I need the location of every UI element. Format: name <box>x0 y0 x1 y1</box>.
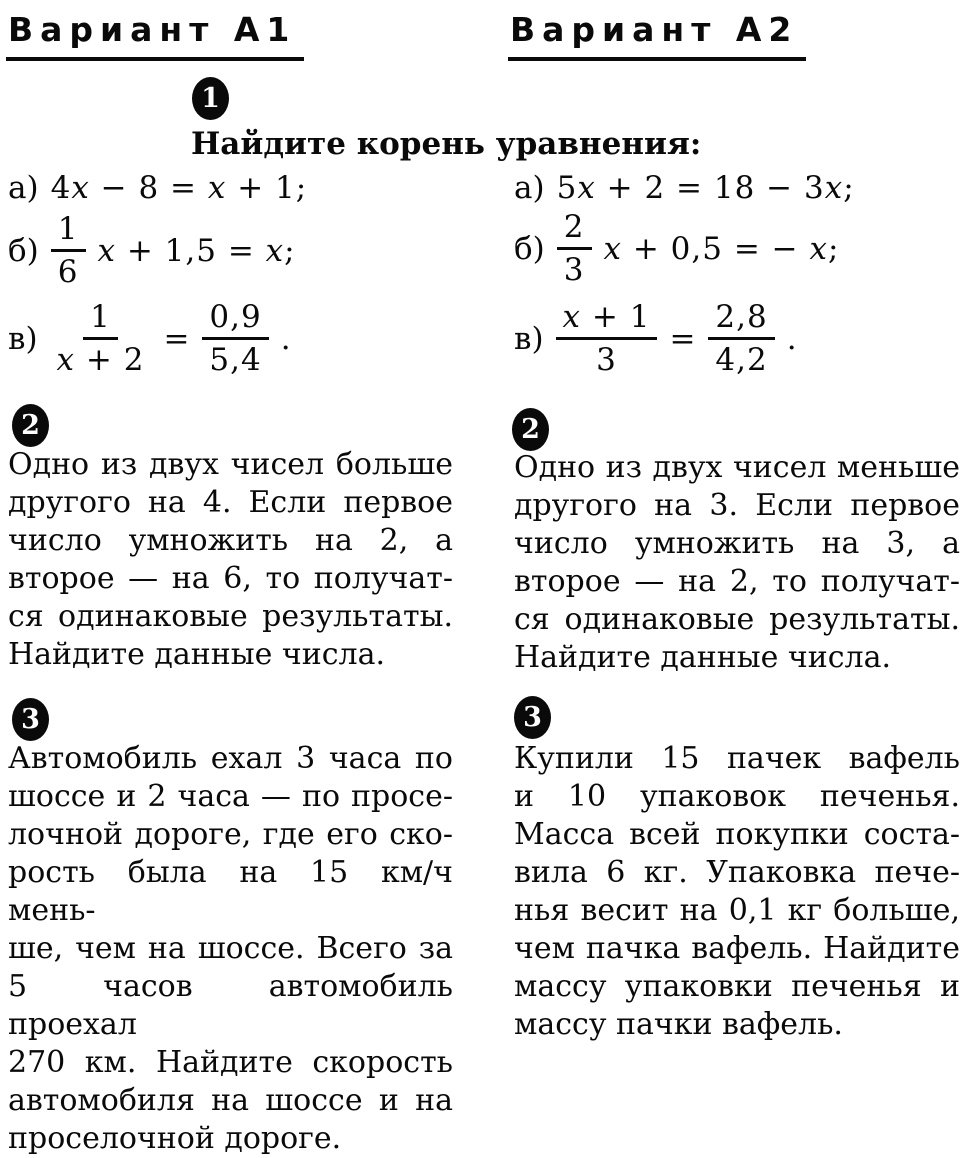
text-line: Найдите данные числа. <box>514 640 892 675</box>
text-line: автомобиля на шоссе и на <box>8 1083 453 1118</box>
fraction <box>50 300 152 377</box>
text-line: ше, чем на шоссе. Всего за <box>8 931 453 966</box>
text-line: ся одинаковые результаты. <box>8 599 453 634</box>
text-line: ся одинаковые результаты. <box>514 602 960 637</box>
variant-a1-title: Вариант А1 <box>8 10 297 49</box>
text-line: вила 6 кг. Упаковка пече- <box>514 855 960 890</box>
equals-sign: = <box>669 320 697 357</box>
fraction-numerator: 1 <box>83 300 118 340</box>
fraction <box>556 300 658 377</box>
fraction-denominator: 3 <box>563 252 585 288</box>
equation-label: в) <box>514 320 544 357</box>
equals-sign: = <box>163 320 191 357</box>
problem-3-badge-a2 <box>514 696 551 739</box>
text-line: 270 км. Найдите скорость <box>8 1045 453 1080</box>
problem-1-badge <box>192 77 229 120</box>
text-line: другого на 3. Если первое <box>514 488 960 523</box>
variant-a1-header <box>6 10 304 61</box>
problem-2-number: 2 <box>21 410 40 441</box>
problem-3-text-a2 <box>514 740 960 1044</box>
fraction-denominator: x + 2 <box>56 342 145 378</box>
equation-expression: 4x − 8 = x + 1; <box>50 170 308 206</box>
text-line: рость была на 15 км/ч мень- <box>8 855 453 928</box>
problem-2-badge-a2 <box>512 408 549 451</box>
variant-a2-title: Вариант А2 <box>510 10 799 49</box>
text-line: число умножить на 2, а <box>8 523 453 558</box>
text-line: чем пачка вафель. Найдите <box>514 931 960 966</box>
equation-label: б) <box>8 232 39 269</box>
fraction-numerator: 2 <box>557 210 592 250</box>
text-line: лочной дороге, где его ско- <box>8 817 453 852</box>
variant-a2-header <box>508 10 806 61</box>
text-line: Масса всей покупки соста- <box>514 817 960 852</box>
fraction <box>51 212 86 289</box>
equation-expression: x + 1,5 = x; <box>97 232 296 269</box>
text-line: Купили 15 пачек вафель <box>514 741 960 776</box>
fraction <box>708 300 774 377</box>
equation-label: в) <box>8 320 38 357</box>
problem-3-number: 3 <box>21 704 40 735</box>
equation-label: б) <box>514 230 545 267</box>
period: . <box>280 320 292 357</box>
equation-label: а) <box>8 170 39 206</box>
equation-expression: 5x + 2 = 18 − 3x; <box>556 170 855 206</box>
fraction-denominator: 5,4 <box>209 342 262 378</box>
fraction-denominator: 3 <box>596 342 617 378</box>
text-line: второе — на 6, то получат- <box>8 561 453 596</box>
problem-2-text-a2 <box>514 449 960 677</box>
problem-2-badge-a1 <box>12 404 49 447</box>
text-line: и 10 упаковок печенья. <box>514 779 960 814</box>
equation-a1-b <box>8 212 296 289</box>
problem-3-badge-a1 <box>12 698 49 741</box>
equation-a1-c <box>8 300 292 377</box>
text-line: проселочной дороге. <box>8 1121 342 1156</box>
text-line: Одно из двух чисел меньше <box>514 450 960 485</box>
equation-a2-c <box>514 300 798 377</box>
fraction-denominator: 4,2 <box>715 342 768 378</box>
text-line: Автомобиль ехал 3 часа по <box>8 741 453 776</box>
text-line: массу пачки вафель. <box>514 1007 843 1042</box>
fraction-numerator: 1 <box>51 212 86 252</box>
text-line: массу упаковки печенья и <box>514 969 960 1004</box>
problem-3-number: 3 <box>523 702 542 733</box>
problem-2-text-a1 <box>8 446 453 674</box>
text-line: число умножить на 3, а <box>514 526 960 561</box>
text-line: нья весит на 0,1 кг больше, <box>514 893 960 928</box>
text-line: другого на 4. Если первое <box>8 485 453 520</box>
text-line: шоссе и 2 часа — по просе- <box>8 779 453 814</box>
equation-label: а) <box>514 170 545 206</box>
fraction-numerator: 0,9 <box>202 300 268 340</box>
text-line: второе — на 2, то получат- <box>514 564 960 599</box>
problem-2-number: 2 <box>521 414 540 445</box>
equation-a2-a <box>514 170 855 206</box>
equation-expression: x + 0,5 = − x; <box>603 230 840 267</box>
problem-1-heading: Найдите корень уравнения: <box>191 126 702 162</box>
problem-1-number: 1 <box>201 83 220 114</box>
fraction-numerator: x + 1 <box>556 300 658 340</box>
fraction-denominator: 6 <box>57 254 79 290</box>
fraction-numerator: 2,8 <box>708 300 774 340</box>
equation-a2-b <box>514 210 839 287</box>
equation-a1-a <box>8 170 307 206</box>
problem-3-text-a1 <box>8 740 453 1158</box>
fraction <box>557 210 592 287</box>
text-line: 5 часов автомобиль проехал <box>8 969 453 1042</box>
period: . <box>786 320 798 357</box>
text-line: Одно из двух чисел больше <box>8 447 453 482</box>
fraction <box>202 300 268 377</box>
text-line: Найдите данные числа. <box>8 637 386 672</box>
